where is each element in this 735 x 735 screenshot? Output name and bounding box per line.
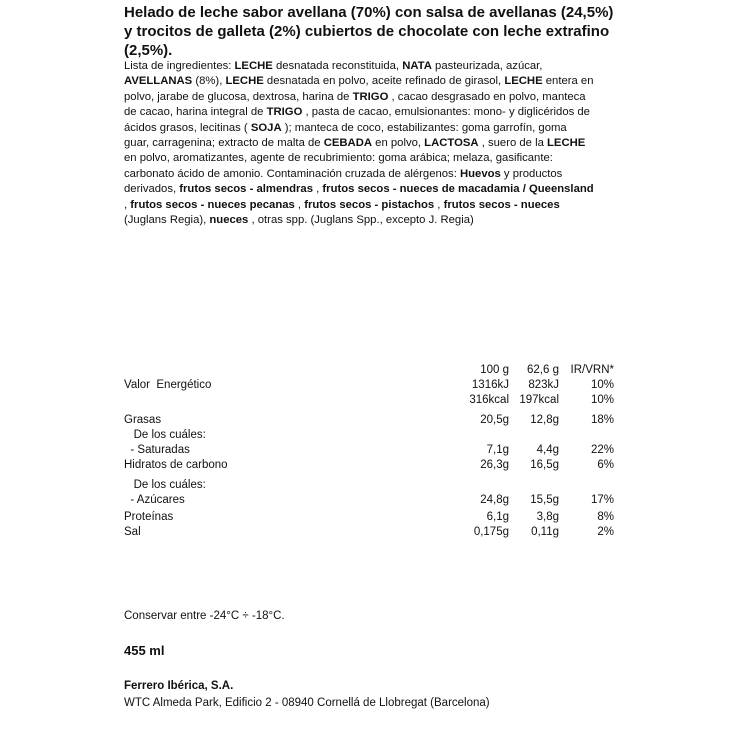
storage-instructions: Conservar entre -24°C ÷ -18°C. — [124, 610, 285, 622]
nutrition-cell-v3: 2% — [597, 526, 614, 538]
nutrition-row — [124, 413, 614, 428]
allergen-text: AVELLANAS — [124, 75, 193, 88]
nutrition-cell-label: Hidratos de carbono — [124, 459, 228, 471]
allergen-text: Huevos — [459, 167, 501, 180]
nutrition-cell-v2: 4,4g — [536, 444, 559, 456]
allergen-text: NATA — [402, 60, 432, 72]
nutrition-cell-label: Proteínas — [124, 511, 174, 523]
nutrition-cell-v1: 7,1g — [486, 444, 509, 456]
allergen-text: frutos secos - nueces pecanas — [130, 198, 295, 211]
company-name: Ferrero Ibérica, S.A. — [124, 680, 234, 692]
nutrition-cell-v3: 6% — [597, 459, 614, 471]
allergen-text: LACTOSA — [424, 137, 479, 150]
allergen-text: TRIGO — [266, 106, 303, 119]
ingredient-text: y productos derivados, — [124, 167, 563, 196]
allergen-text: SOJA — [250, 121, 282, 134]
nutrition-cell-v1: 6,1g — [486, 511, 509, 523]
allergen-text: LECHE — [547, 137, 586, 150]
nutrition-cell-label: Valor Energético — [124, 379, 212, 391]
ingredient-text: , otras spp. (Juglans Spp., excepto J. Regia) — [248, 214, 474, 227]
product-title: Helado de leche sabor avellana (70%) con salsa de avellanas (24,5%) y trocitos de galleta (2%) cubiertos de chocolate con leche extrafino (2,5%). — [124, 4, 614, 59]
allergen-text: frutos secos - nueces de macadamia / Queensland — [322, 183, 594, 196]
nutrition-cell-v2: 0,11g — [531, 526, 559, 538]
ingredient-text: ); manteca de coco, estabilizantes: goma garrofín, goma guar, carragenina; extracto de malta de — [124, 121, 567, 150]
ingredient-text: pasteurizada, azúcar, — [431, 60, 543, 72]
ingredient-text: Lista de ingredientes: — [124, 60, 235, 72]
nutrition-cell-v3: 17% — [590, 494, 614, 506]
nutrition-cell-v3: 8% — [597, 511, 614, 523]
nutrition-row — [124, 493, 614, 508]
nutrition-row — [124, 510, 614, 525]
nutrition-cell-v3: 10% — [590, 379, 614, 391]
ingredient-text: (8%), — [192, 75, 226, 88]
ingredient-text: entera en polvo, jarabe de glucosa, dextrosa, harina de — [124, 75, 594, 103]
allergen-text: frutos secos - almendras — [179, 183, 313, 196]
nutrition-cell-v2: 12,8g — [530, 414, 559, 426]
nutrition-row — [124, 458, 614, 473]
allergen-text: TRIGO — [352, 90, 389, 103]
nutrition-row — [124, 525, 614, 540]
nutrition-cell-v3: 22% — [590, 444, 614, 456]
nutrition-cell-v2: 16,5g — [530, 459, 559, 471]
nutrition-cell-v3: IR/VRN* — [570, 364, 614, 376]
nutrition-cell-v1: 20,5g — [480, 414, 509, 426]
nutrition-row — [124, 478, 614, 493]
nutrition-row — [124, 378, 614, 393]
allergen-text: frutos secos - nueces — [443, 198, 560, 211]
nutrition-cell-v3: 10% — [590, 394, 614, 406]
nutrition-cell-v3: 18% — [590, 414, 614, 426]
nutrition-cell-v2: 15,5g — [530, 494, 559, 506]
nutrition-cell-v2: 3,8g — [536, 511, 559, 523]
ingredient-text: en polvo, — [372, 137, 425, 150]
nutrition-cell-v1: 316kcal — [469, 394, 509, 406]
allergen-text: LECHE — [234, 60, 273, 72]
nutrition-cell-label: De los cuáles: — [124, 429, 206, 441]
ingredient-text: , — [294, 198, 305, 211]
ingredient-text: , — [313, 183, 323, 196]
nutrition-cell-label: - Azúcares — [124, 494, 185, 506]
ingredient-text: , — [124, 198, 131, 211]
ingredient-text: en polvo, aromatizantes, agente de recubrimiento: goma arábica; melaza, gasificante: carbonato ácido de amonio. Contaminación cruzada de alérgenos: — [124, 152, 553, 180]
nutrition-cell-v1: 26,3g — [480, 459, 509, 471]
nutrition-cell-v1: 100 g — [480, 364, 509, 376]
allergen-text: frutos secos - pistachos — [304, 198, 435, 211]
nutrition-header-row — [124, 363, 614, 378]
ingredient-text: (Juglans Regia), — [124, 214, 210, 227]
ingredient-text: , — [434, 198, 444, 211]
allergen-text: nueces — [209, 214, 249, 227]
nutrition-cell-v2: 197kcal — [519, 394, 559, 406]
nutrition-cell-v2: 823kJ — [528, 379, 559, 391]
nutrition-cell-v2: 62,6 g — [527, 364, 559, 376]
ingredient-text: desnatada en polvo, aceite refinado de girasol, — [263, 75, 505, 88]
nutrition-row — [124, 443, 614, 458]
nutrition-cell-v1: 1316kJ — [471, 379, 509, 391]
net-volume: 455 ml — [124, 643, 165, 658]
allergen-text: CEBADA — [323, 137, 373, 150]
nutrition-cell-label: De los cuáles: — [124, 479, 206, 491]
ingredient-text: , suero de la — [478, 137, 548, 150]
nutrition-row — [124, 393, 614, 408]
nutrition-row — [124, 428, 614, 443]
nutrition-cell-v1: 0,175g — [473, 526, 509, 538]
allergen-text: LECHE — [225, 75, 264, 88]
ingredient-text: , cacao desgrasado en polvo, manteca de cacao, harina integral de — [124, 90, 586, 119]
nutrition-cell-label: - Saturadas — [124, 444, 190, 456]
ingredient-text: desnatada reconstituida, — [272, 60, 403, 72]
ingredient-text: , pasta de cacao, emulsionantes: mono- y diglicéridos de ácidos grasos, lecitinas ( — [124, 106, 590, 134]
ingredients-list — [124, 59, 594, 228]
allergen-text: LECHE — [504, 75, 543, 88]
company-address: WTC Almeda Park, Edificio 2 - 08940 Cornellá de Llobregat (Barcelona) — [124, 697, 490, 709]
nutrition-cell-v1: 24,8g — [480, 494, 509, 506]
nutrition-cell-label: Grasas — [124, 414, 162, 426]
nutrition-cell-label: Sal — [124, 526, 141, 538]
